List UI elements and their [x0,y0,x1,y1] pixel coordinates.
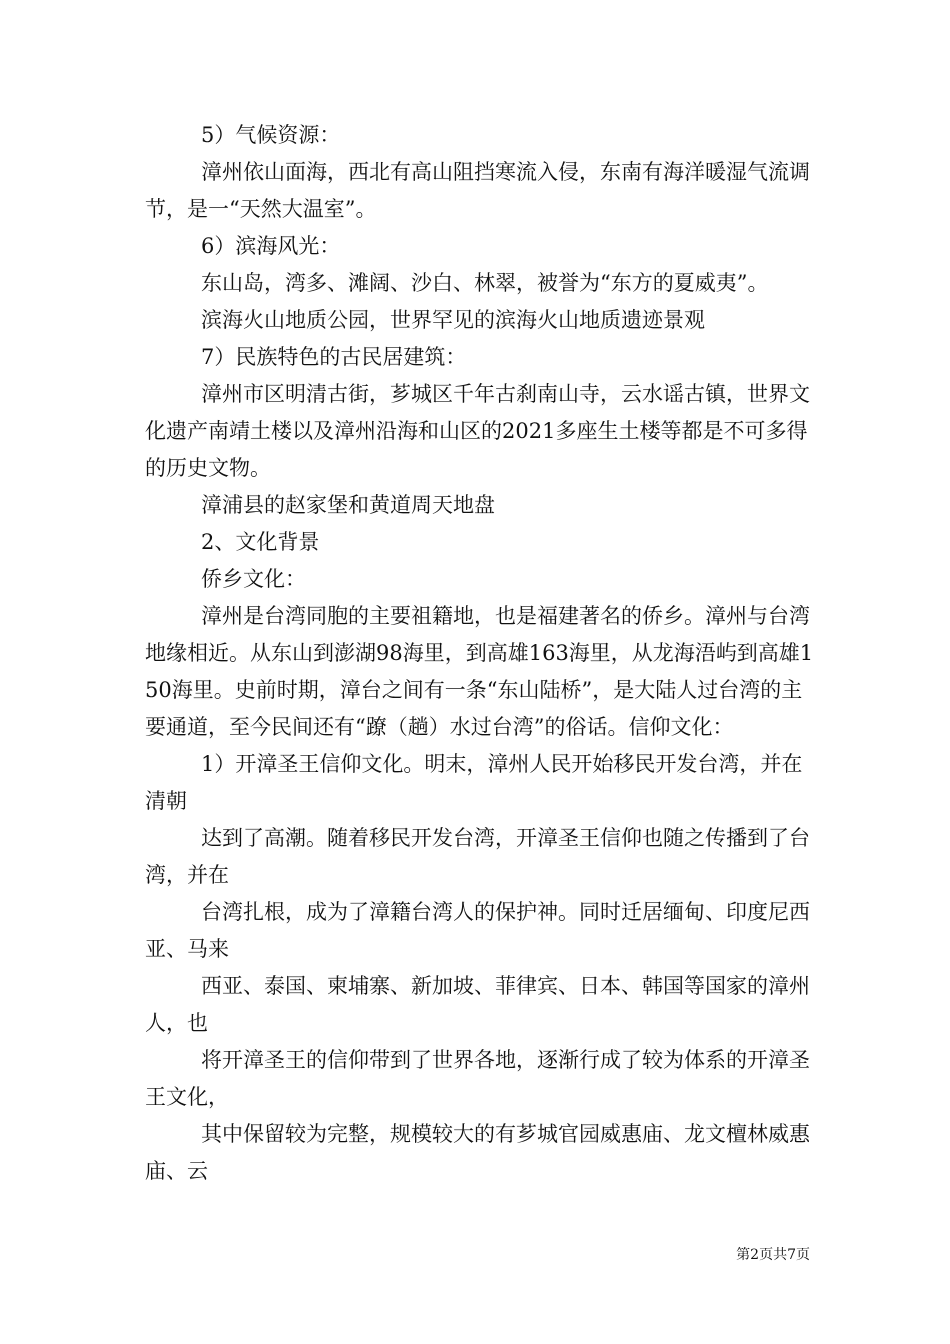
paragraph-coast-heading: 6）滨海风光： [201,234,341,258]
paragraph-kaizhang-5: 将开漳圣王的信仰带到了世界各地，逐渐行成了较为体系的开漳圣王文化， [145,1048,810,1109]
paragraph-climate-text: 漳州依山面海，西北有高山阻挡寒流入侵，东南有海洋暖湿气流调节，是一“天然大温室”。 [145,160,810,221]
paragraph-kaizhang-2: 达到了高潮。随着移民开发台湾，开漳圣王信仰也随之传播到了台湾，并在 [145,826,810,887]
document-body [145,117,815,1190]
paragraph-kaizhang-6: 其中保留较为完整，规模较大的有芗城官园威惠庙、龙文檀林威惠庙、云 [145,1122,810,1183]
paragraph-overseas-heading: 侨乡文化： [201,567,306,591]
paragraph-dongshan: 东山岛，湾多、滩阔、沙白、林翠，被誉为“东方的夏威夷”。 [201,271,769,295]
paragraph-volcano-park: 滨海火山地质公园，世界罕见的滨海火山地质遗迹景观 [201,308,705,332]
paragraph-culture-heading: 2、文化背景 [201,530,320,554]
paragraph-climate-heading: 5）气候资源： [201,123,341,147]
paragraph-architecture-heading: 7）民族特色的古民居建筑： [201,345,467,369]
page-number: 第2页共7页 [736,1247,810,1263]
paragraph-overseas-text: 漳州是台湾同胞的主要祖籍地，也是福建著名的侨乡。漳州与台湾地缘相近。从东山到澎湖98海里，到高雄163海里，从龙海浯屿到高雄150海里。史前时期，漳台之间有一条“东山陆桥”，是大陆人过台湾的主要通道，至今民间还有“蹽（趟）水过台湾”的俗话。信仰文化： [145,604,814,739]
paragraph-kaizhang-1: 1）开漳圣王信仰文化。明末，漳州人民开始移民开发台湾，并在清朝 [145,752,803,813]
paragraph-zhaojiabao: 漳浦县的赵家堡和黄道周天地盘 [201,493,495,517]
paragraph-kaizhang-4: 西亚、泰国、柬埔寨、新加坡、菲律宾、日本、韩国等国家的漳州人，也 [145,974,810,1035]
paragraph-kaizhang-3: 台湾扎根，成为了漳籍台湾人的保护神。同时迁居缅甸、印度尼西亚、马来 [145,900,810,961]
paragraph-architecture-text: 漳州市区明清古街，芗城区千年古刹南山寺，云水谣古镇，世界文化遗产南靖土楼以及漳州沿海和山区的2021多座生土楼等都是不可多得的历史文物。 [145,382,810,480]
